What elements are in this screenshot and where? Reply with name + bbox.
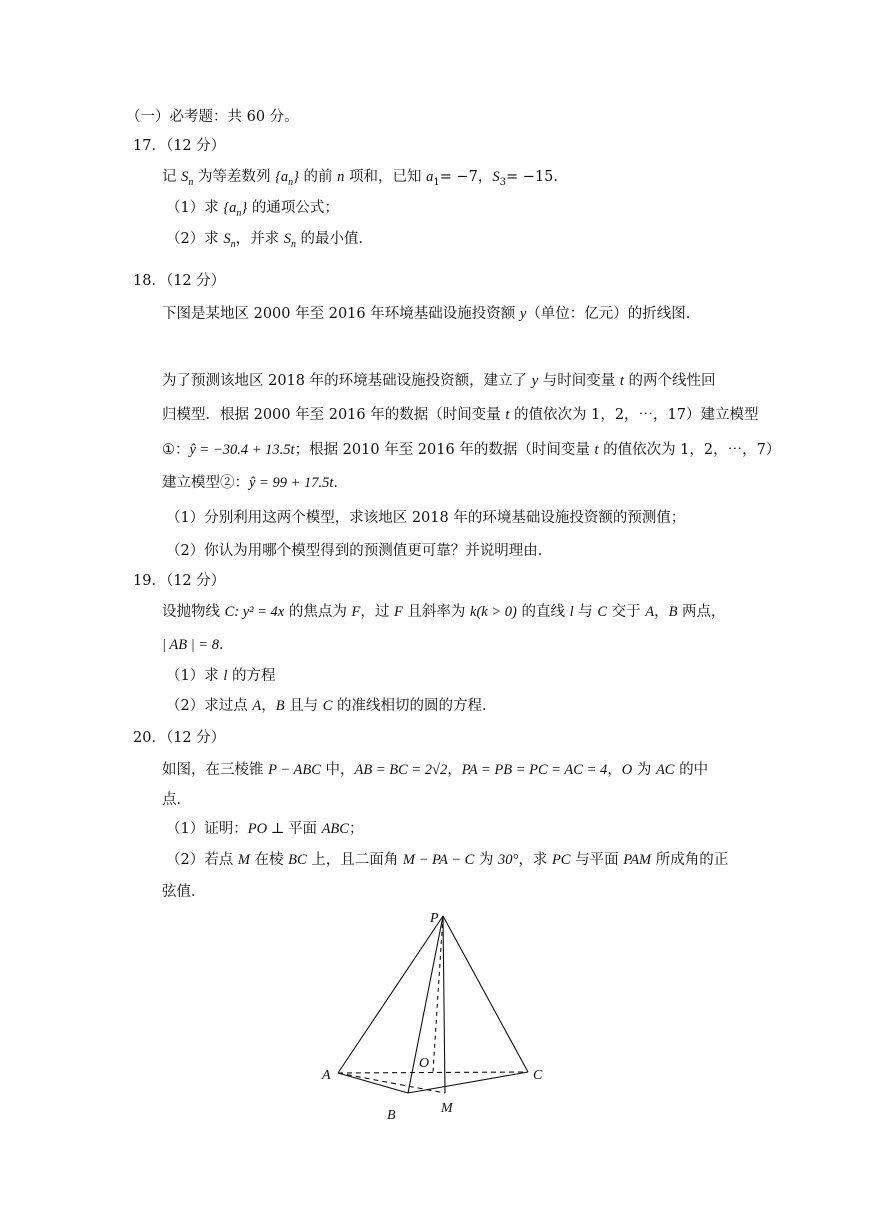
label-O: O	[419, 1056, 430, 1071]
q17-part2: （2）求 $S_n$，并求 $S_n$ 的最小值．	[166, 231, 374, 250]
q18-line2: 为了预测该地区 2018 年的环境基础设施投资额，建立了 y 与时间变量 t 的两个线性回	[162, 373, 716, 389]
q20-line1: 如图，在三棱锥 P − ABC 中，AB = BC = 2√2，PA = PB = PC = AC = 4，O 为 AC 的中	[162, 762, 709, 778]
q20-line2: 点．	[162, 792, 191, 808]
q18-line4: ①：ŷ = −30.4 + 13.5t；根据 2010 年至 2016 年的数据（时间变量 t 的值依次为 1，2，⋯，7）	[162, 442, 781, 458]
edge-AB	[338, 1073, 408, 1093]
q20-line-last: 弦值．	[162, 884, 206, 900]
q18-line3: 归模型．根据 2000 年至 2016 年的数据（时间变量 t 的值依次为 1，2，⋯，17）建立模型	[162, 407, 759, 423]
edge-AM	[338, 1073, 445, 1093]
label-P: P	[430, 911, 439, 926]
q18-part2: （2）你认为用哪个模型得到的预测值更可靠？并说明理由．	[166, 543, 553, 559]
q19-header: 19．（12 分）	[133, 573, 226, 589]
q19-line2: | AB | = 8．	[162, 637, 234, 653]
q19-part1: （1）求 l 的方程	[166, 668, 276, 684]
q17-part1: （1）求 $\{a_n\}$ 的通项公式；	[166, 200, 339, 219]
edge-PO	[433, 916, 443, 1072]
edge-PC	[443, 916, 528, 1072]
label-M: M	[441, 1101, 453, 1116]
q18-line1: 下图是某地区 2000 年至 2016 年环境基础设施投资额 y（单位：亿元）的折线图．	[162, 306, 701, 322]
label-C: C	[533, 1068, 543, 1083]
edge-AC	[338, 1072, 528, 1073]
q18-line5: 建立模型②：ŷ = 99 + 17.5t．	[162, 475, 348, 491]
q19-part2: （2）求过点 A，B 且与 C 的准线相切的圆的方程．	[166, 698, 497, 714]
q17-stem: 记 $S_n$ 为等差数列 $\{a_n\}$ 的前 n 项和，已知 $a_1= -7$，$S_3= -15$．	[162, 169, 568, 188]
q20-part2: （2）若点 M 在棱 BC 上，且二面角 M − PA − C 为 30°，求 PC 与平面 PAM 所成角的正	[166, 852, 729, 868]
edge-PM	[443, 916, 445, 1093]
edge-PA	[338, 916, 443, 1073]
q17-header: 17．（12 分）	[133, 138, 226, 154]
q20-part1: （1）证明：PO ⊥ 平面 ABC；	[166, 821, 364, 837]
q19-line1: 设抛物线 C: y² = 4x 的焦点为 F，过 F 且斜率为 k(k > 0) 的直线 l 与 C 交于 A，B 两点，	[162, 604, 726, 620]
edge-BC	[408, 1072, 528, 1093]
q18-header: 18．（12 分）	[133, 273, 226, 289]
q20-header: 20．（12 分）	[133, 730, 226, 746]
edge-PB	[408, 916, 443, 1093]
section-header: （一）必考题：共 60 分。	[126, 109, 299, 125]
q18-part1: （1）分别利用这两个模型，求该地区 2018 年的环境基础设施投资额的预测值；	[166, 510, 686, 526]
label-B: B	[387, 1108, 396, 1123]
label-A: A	[322, 1068, 331, 1083]
